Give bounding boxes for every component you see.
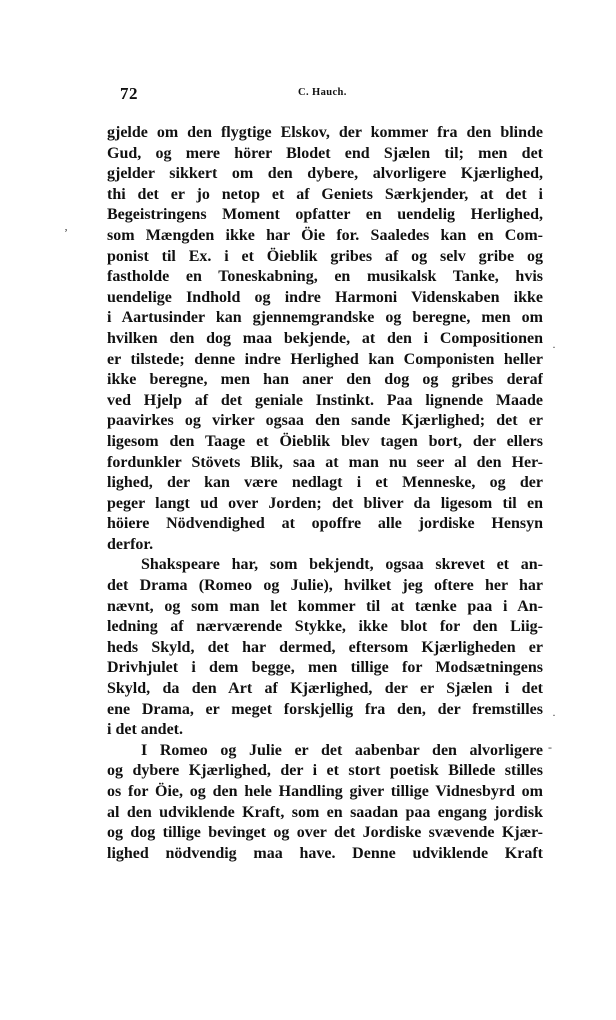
text-line: al den udviklende Kraft, som en saadan paa engang jordisk (107, 803, 543, 821)
running-head: C. Hauch. (298, 87, 347, 98)
text-line: ikke beregne, men han aner den dog og gribes deraf (107, 371, 543, 389)
margin-speck: · (552, 340, 556, 354)
margin-speck: · (552, 708, 556, 722)
text-line: uendelige Indhold og indre Harmoni Videnskaben ikke (107, 288, 543, 306)
text-line: I Romeo og Julie er det aabenbar den alvorligere (141, 741, 543, 759)
text-line: er tilstede; denne indre Herlighed kan Componisten heller (107, 350, 543, 368)
text-line: heds Skyld, det har dermed, eftersom Kjærligheden er (107, 638, 543, 656)
text-line: derfor. (107, 535, 154, 553)
text-line: thi det er jo netop et af Geniets Særkjender, at det i (107, 185, 543, 203)
text-line: lighed nödvendig maa have. Denne udviklende Kraft (107, 844, 543, 862)
page-number: 72 (120, 84, 138, 103)
text-line: i det andet. (107, 721, 183, 739)
text-line: lighed, der kan være nedlagt i et Menneske, og der (107, 474, 543, 492)
text-line: som Mængden ikke har Öie for. Saaledes kan en Com- (107, 226, 543, 244)
text-line: ledning af nærværende Stykke, ikke blot for den Liig- (107, 618, 543, 636)
text-line: ene Drama, er meget forskjellig fra den, der fremstilles (107, 700, 543, 718)
text-line: Begeistringens Moment opfatter en uendelig Herlighed, (107, 206, 543, 224)
text-line: peger langt ud over Jorden; det bliver da ligesom til en (107, 494, 543, 512)
text-line: Skyld, da den Art af Kjærlighed, der er Sjælen i det (107, 680, 543, 698)
text-line: os for Öie, og den hele Handling giver tillige Vidnesbyrd om (107, 783, 543, 800)
text-line: gjelder sikkert om den dybere, alvorligere Kjærlighed, (107, 165, 543, 183)
text-line: i Aartusinder kan gjennemgrandske og beregne, men om (107, 309, 543, 327)
text-line: paavirkes og virker ogsaa den sande Kjærlighed; det er (107, 412, 543, 430)
text-line: hvilken den dog maa bekjende, at den i Compositionen (107, 329, 543, 347)
text-line: nævnt, og som man let kommer til at tænke paa i An- (107, 597, 543, 615)
body-text (107, 123, 543, 864)
text-line: fordunkler Stövets Blik, saa at man nu seer al den Her- (107, 453, 543, 471)
text-line: Shakspeare har, som bekjendt, ogsaa skrevet et an- (141, 556, 543, 574)
margin-speck: - (548, 740, 552, 754)
margin-speck: ʼ (64, 226, 68, 240)
text-line: ponist til Ex. i et Öieblik gribes af og selv gribe og (107, 247, 543, 265)
text-line: det Drama (Romeo og Julie), hvilket jeg oftere her har (107, 577, 543, 595)
text-line: Gud, og mere hörer Blodet end Sjælen til; men det (107, 144, 543, 162)
text-line: og dybere Kjærlighed, der i et stort poetisk Billede stilles (107, 762, 543, 780)
text-line: fastholde en Toneskabning, en musikalsk Tanke, hvis (107, 268, 543, 286)
text-line: og dog tillige bevinget og over det Jordiske svævende Kjær- (107, 824, 543, 842)
text-line: Drivhjulet i dem begge, men tillige for Modsætningens (107, 659, 543, 677)
text-line: ved Hjelp af det geniale Instinkt. Paa lignende Maade (107, 391, 543, 409)
text-line: ligesom den Taage et Öieblik blev tagen bort, der ellers (107, 432, 543, 450)
text-line: gjelde om den flygtige Elskov, der kommer fra den blinde (107, 124, 543, 141)
text-line: höiere Nödvendighed at opoffre alle jordiske Hensyn (107, 515, 543, 533)
